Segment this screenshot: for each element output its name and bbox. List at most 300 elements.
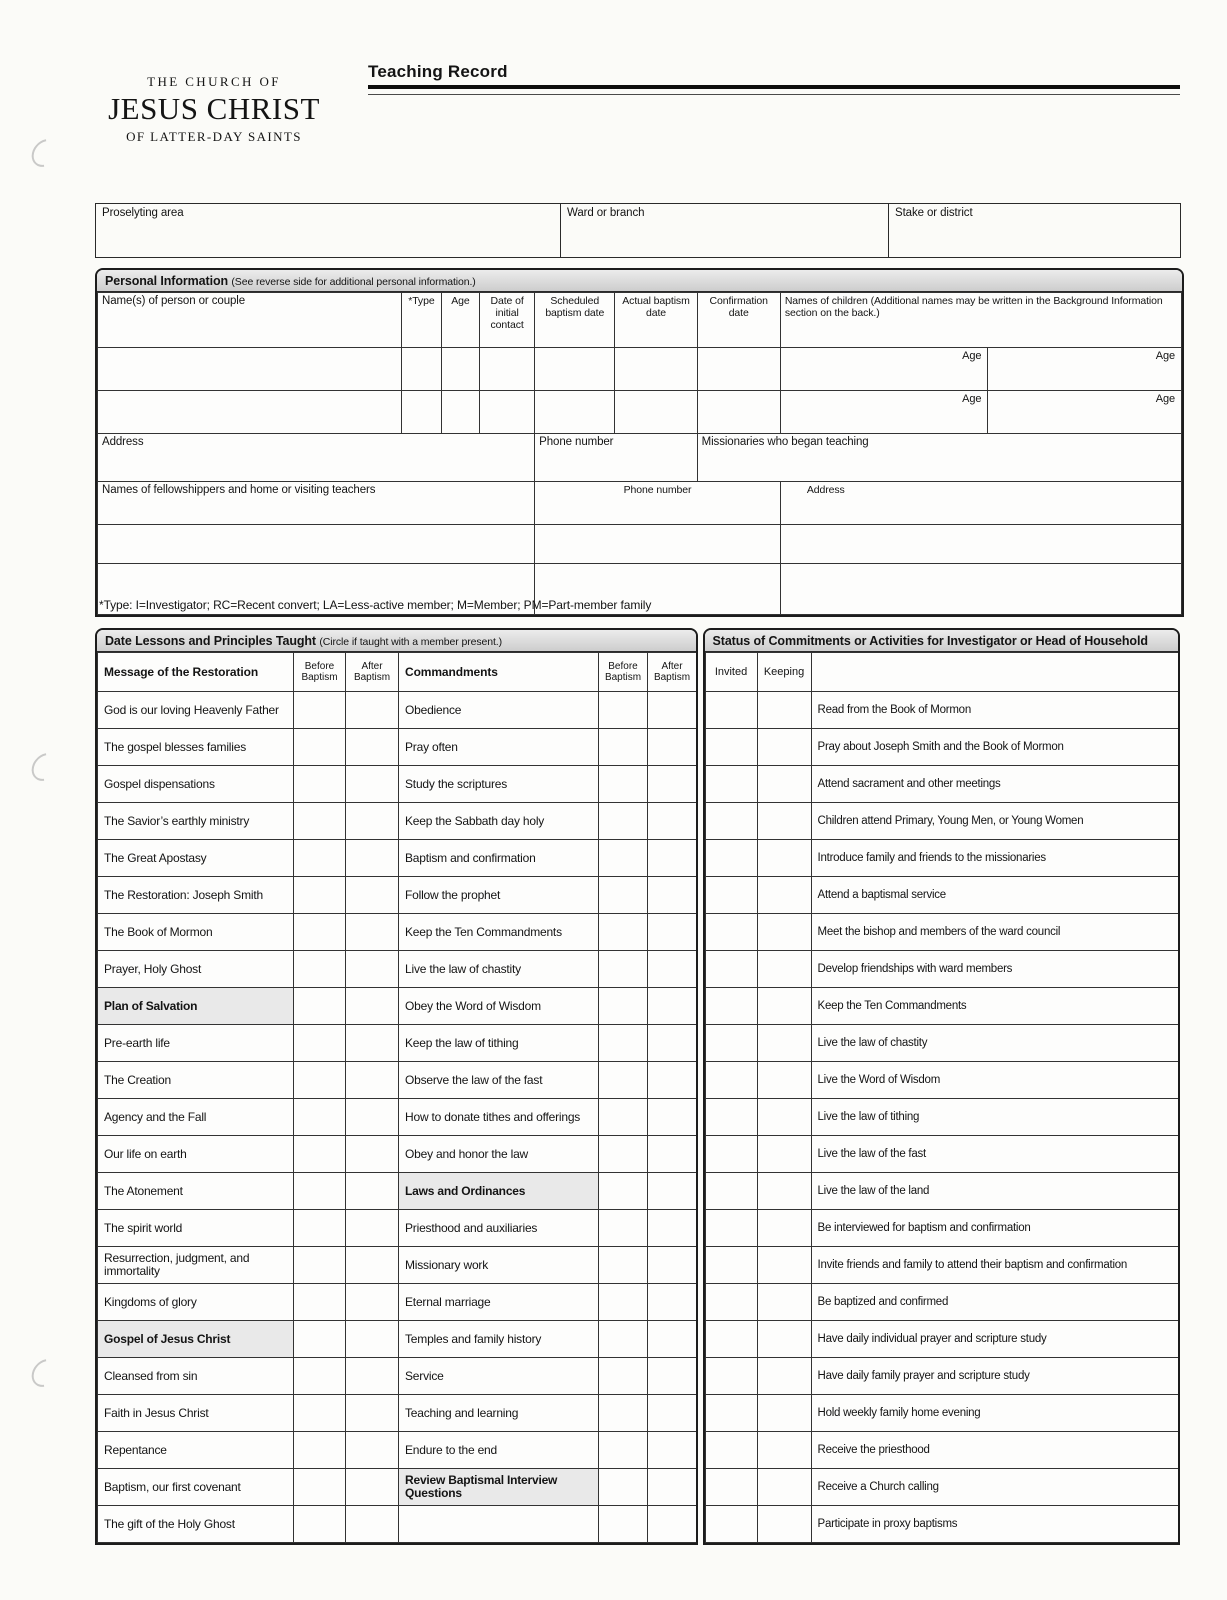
fellowshipper-phone-label: Phone number	[623, 484, 692, 496]
invited-cell[interactable]	[705, 729, 757, 766]
person-row	[98, 348, 1182, 391]
lesson-row	[98, 1395, 697, 1432]
invited-cell[interactable]	[705, 1358, 757, 1395]
message-cell: Baptism, our first covenant	[98, 1469, 294, 1506]
proselyting-area-label: Proselyting area	[102, 207, 184, 219]
commandment-before-baptism-cell[interactable]	[599, 1321, 648, 1358]
scheduled-baptism-cell[interactable]	[535, 391, 615, 434]
commandment-before-baptism-cell[interactable]	[599, 766, 648, 803]
fellowshipper-address-label: Address	[806, 484, 845, 496]
commandment-before-baptism-cell[interactable]	[599, 840, 648, 877]
message-after-baptism-cell[interactable]	[346, 1284, 399, 1321]
message-after-baptism-cell[interactable]	[346, 1025, 399, 1062]
commandment-cell: Follow the prophet	[399, 877, 599, 914]
commandment-cell: Teaching and learning	[399, 1395, 599, 1432]
keeping-cell[interactable]	[757, 1136, 811, 1173]
message-after-baptism-cell[interactable]	[346, 692, 399, 729]
title-thin-rule	[368, 94, 1180, 95]
message-cell: The Great Apostasy	[98, 840, 294, 877]
invited-cell[interactable]	[705, 988, 757, 1025]
keeping-cell[interactable]	[757, 1506, 811, 1543]
personal-header-row	[98, 293, 1182, 348]
message-before-baptism-cell[interactable]	[294, 988, 346, 1025]
commandment-after-baptism-cell[interactable]	[648, 1136, 697, 1173]
message-after-baptism-cell[interactable]	[346, 877, 399, 914]
lesson-row	[98, 1247, 697, 1284]
keeping-cell[interactable]	[757, 1247, 811, 1284]
commandment-cell: Obey and honor the law	[399, 1136, 599, 1173]
status-cell: Live the law of chastity	[811, 1025, 1178, 1062]
commandment-cell: Pray often	[399, 729, 599, 766]
lessons-left-body	[98, 692, 697, 1543]
keeping-cell[interactable]	[757, 692, 811, 729]
commandment-before-baptism-cell[interactable]	[599, 1247, 648, 1284]
status-cell: Keep the Ten Commandments	[811, 988, 1178, 1025]
keeping-cell[interactable]	[757, 1210, 811, 1247]
status-cell: Attend sacrament and other meetings	[811, 766, 1178, 803]
stake-or-district-field[interactable]	[889, 204, 1181, 258]
message-before-baptism-cell[interactable]	[294, 1395, 346, 1432]
fellowshippers-cell[interactable]	[98, 525, 535, 564]
commandment-cell	[399, 1506, 599, 1543]
invited-cell[interactable]	[705, 1173, 757, 1210]
commandment-before-baptism-cell[interactable]	[599, 692, 648, 729]
commandment-after-baptism-cell[interactable]	[648, 1025, 697, 1062]
lessons-and-status	[95, 628, 1180, 1545]
status-cell: Meet the bishop and members of the ward council	[811, 914, 1178, 951]
before-label: Before	[608, 661, 638, 672]
after-label: After	[661, 661, 683, 672]
commandment-before-baptism-cell[interactable]	[599, 951, 648, 988]
message-before-baptism-cell[interactable]	[294, 1062, 346, 1099]
message-after-baptism-cell[interactable]	[346, 1395, 399, 1432]
status-row	[705, 1284, 1178, 1321]
personal-information-note: (See reverse side for additional personal information.)	[231, 276, 476, 288]
message-cell: Gospel of Jesus Christ	[98, 1321, 294, 1358]
actual-baptism-cell[interactable]	[615, 391, 697, 434]
status-row	[705, 1136, 1178, 1173]
title-rule	[368, 62, 1180, 89]
invited-cell[interactable]	[705, 951, 757, 988]
status-cell: Have daily family prayer and scripture study	[811, 1358, 1178, 1395]
message-before-baptism-cell[interactable]	[294, 1173, 346, 1210]
child-name-cell[interactable]	[780, 348, 988, 391]
commandment-before-baptism-cell[interactable]	[599, 1284, 648, 1321]
status-column-header-row	[705, 653, 1178, 692]
confirmation-cell[interactable]	[697, 348, 780, 391]
invited-cell[interactable]	[705, 1099, 757, 1136]
commandment-cell: Temples and family history	[399, 1321, 599, 1358]
phone-number-field[interactable]	[535, 434, 697, 482]
message-before-baptism-cell[interactable]	[294, 840, 346, 877]
commandment-after-baptism-cell[interactable]	[648, 951, 697, 988]
lessons-panel-note: (Circle if taught with a member present.)	[319, 636, 503, 648]
commandment-after-baptism-cell[interactable]	[648, 1321, 697, 1358]
commandment-after-baptism-cell[interactable]	[648, 729, 697, 766]
invited-cell[interactable]	[705, 1136, 757, 1173]
message-before-baptism-cell[interactable]	[294, 729, 346, 766]
confirmation-column-header: Confirmation date	[697, 293, 780, 348]
lessons-right-body	[705, 692, 1178, 1543]
fellowshipper-phone-field[interactable]	[535, 482, 781, 525]
commandment-cell: Priesthood and auxiliaries	[399, 1210, 599, 1247]
children-note: (Additional names may be written in the Background Information section on the back.)	[784, 295, 1163, 319]
message-after-baptism-cell[interactable]	[346, 1136, 399, 1173]
status-row	[705, 1062, 1178, 1099]
commandment-after-baptism-cell[interactable]	[648, 840, 697, 877]
commandment-cell: How to donate tithes and offerings	[399, 1099, 599, 1136]
message-before-baptism-cell[interactable]	[294, 877, 346, 914]
page-title: Teaching Record	[368, 62, 508, 81]
commandment-before-baptism-cell[interactable]	[599, 1506, 648, 1543]
keeping-cell[interactable]	[757, 803, 811, 840]
age-column-header: Age	[441, 293, 479, 348]
status-row	[705, 1247, 1178, 1284]
age-label: Age	[1155, 393, 1175, 405]
keeping-cell[interactable]	[757, 1284, 811, 1321]
commandment-before-baptism-cell[interactable]	[599, 729, 648, 766]
actual-baptism-cell[interactable]	[615, 348, 697, 391]
message-after-baptism-cell[interactable]	[346, 1506, 399, 1543]
message-after-baptism-cell[interactable]	[346, 803, 399, 840]
status-row	[705, 766, 1178, 803]
message-cell: Agency and the Fall	[98, 1099, 294, 1136]
commandment-cell: Endure to the end	[399, 1432, 599, 1469]
keeping-cell[interactable]	[757, 766, 811, 803]
status-row	[705, 1210, 1178, 1247]
message-cell: The Creation	[98, 1062, 294, 1099]
commandment-before-baptism-cell[interactable]	[599, 1469, 648, 1506]
lesson-row	[98, 840, 697, 877]
lesson-row	[98, 1062, 697, 1099]
scheduled-baptism-cell[interactable]	[535, 348, 615, 391]
address-field[interactable]	[98, 434, 535, 482]
message-before-baptism-cell[interactable]	[294, 1247, 346, 1284]
church-logo-line1: THE CHURCH OF	[147, 74, 281, 89]
message-before-baptism-cell[interactable]	[294, 1358, 346, 1395]
initial-contact-cell[interactable]	[480, 391, 535, 434]
message-before-baptism-cell[interactable]	[294, 1506, 346, 1543]
top-fields-table	[95, 203, 1181, 258]
lessons-panel-title: Date Lessons and Principles Taught	[105, 634, 316, 648]
commandment-before-baptism-cell[interactable]	[599, 988, 648, 1025]
message-before-baptism-cell[interactable]	[294, 1099, 346, 1136]
scan-artifact	[26, 1354, 64, 1392]
invited-cell[interactable]	[705, 877, 757, 914]
fellowshipper-phone-cell[interactable]	[535, 525, 781, 564]
message-after-baptism-cell[interactable]	[346, 951, 399, 988]
message-column-header: Message of the Restoration	[98, 653, 294, 692]
status-row	[705, 988, 1178, 1025]
child-name-cell[interactable]	[780, 391, 988, 434]
keeping-cell[interactable]	[757, 988, 811, 1025]
commandment-after-baptism-cell[interactable]	[648, 1099, 697, 1136]
message-cell: The spirit world	[98, 1210, 294, 1247]
commandment-after-baptism-cell[interactable]	[648, 988, 697, 1025]
commandment-before-baptism-cell[interactable]	[599, 1062, 648, 1099]
message-cell: The Restoration: Joseph Smith	[98, 877, 294, 914]
keeping-cell[interactable]	[757, 729, 811, 766]
status-cell: Live the law of tithing	[811, 1099, 1178, 1136]
invited-cell[interactable]	[705, 1506, 757, 1543]
age-label: Age	[962, 393, 982, 405]
message-cell: The Atonement	[98, 1173, 294, 1210]
keeping-cell[interactable]	[757, 914, 811, 951]
lesson-row	[98, 951, 697, 988]
commandment-before-baptism-cell[interactable]	[599, 877, 648, 914]
keeping-cell[interactable]	[757, 1173, 811, 1210]
commandment-before-baptism-cell[interactable]	[599, 1432, 648, 1469]
status-panel-header	[705, 630, 1178, 652]
before-baptism-column-header	[294, 653, 346, 692]
message-after-baptism-cell[interactable]	[346, 1099, 399, 1136]
message-after-baptism-cell[interactable]	[346, 1321, 399, 1358]
invited-cell[interactable]	[705, 766, 757, 803]
commandment-before-baptism-cell[interactable]	[599, 1358, 648, 1395]
invited-cell[interactable]	[705, 1062, 757, 1099]
keeping-cell[interactable]	[757, 1395, 811, 1432]
message-after-baptism-cell[interactable]	[346, 1358, 399, 1395]
confirmation-cell[interactable]	[697, 391, 780, 434]
after-baptism-column-header	[346, 653, 399, 692]
child-name-cell[interactable]	[988, 391, 1182, 434]
status-row	[705, 1506, 1178, 1543]
commandment-after-baptism-cell[interactable]	[648, 1395, 697, 1432]
type-cell[interactable]	[401, 391, 441, 434]
status-column-header-blank	[811, 653, 1178, 692]
fellowshipper-address-field[interactable]	[780, 482, 1181, 525]
commandment-after-baptism-cell[interactable]	[648, 692, 697, 729]
personal-information-title: Personal Information	[105, 274, 229, 288]
lesson-row	[98, 1469, 697, 1506]
commandment-before-baptism-cell[interactable]	[599, 1136, 648, 1173]
status-row	[705, 840, 1178, 877]
lessons-panel	[95, 628, 698, 1545]
missionaries-field[interactable]	[697, 434, 1181, 482]
invited-cell[interactable]	[705, 1284, 757, 1321]
message-before-baptism-cell[interactable]	[294, 1136, 346, 1173]
message-after-baptism-cell[interactable]	[346, 1210, 399, 1247]
invited-cell[interactable]	[705, 840, 757, 877]
type-footnote: *Type: I=Investigator; RC=Recent convert; LA=Less-active member; M=Member; PM=Part-member family	[99, 598, 652, 612]
child-name-cell[interactable]	[988, 348, 1182, 391]
message-cell: The Book of Mormon	[98, 914, 294, 951]
keeping-cell[interactable]	[757, 840, 811, 877]
status-row	[705, 1173, 1178, 1210]
message-cell: Our life on earth	[98, 1136, 294, 1173]
message-cell: Plan of Salvation	[98, 988, 294, 1025]
invited-cell[interactable]	[705, 692, 757, 729]
commandment-after-baptism-cell[interactable]	[648, 1173, 697, 1210]
status-row	[705, 1432, 1178, 1469]
baptism-label: Baptism	[301, 672, 338, 683]
message-cell: Resurrection, judgment, and immortality	[98, 1247, 294, 1284]
keeping-cell[interactable]	[757, 951, 811, 988]
initial-contact-column-header: Date of initial contact	[480, 293, 535, 348]
lesson-row	[98, 1136, 697, 1173]
fellowshippers-field[interactable]	[98, 482, 535, 525]
keeping-cell[interactable]	[757, 1358, 811, 1395]
church-logo	[95, 74, 333, 145]
status-row	[705, 951, 1178, 988]
message-after-baptism-cell[interactable]	[346, 988, 399, 1025]
age-cell[interactable]	[441, 391, 479, 434]
lesson-row	[98, 1210, 697, 1247]
personal-information-header	[97, 270, 1182, 292]
commandment-after-baptism-cell[interactable]	[648, 1506, 697, 1543]
invited-cell[interactable]	[705, 1432, 757, 1469]
baptism-label: Baptism	[353, 672, 391, 683]
invited-cell[interactable]	[705, 1321, 757, 1358]
lesson-row	[98, 766, 697, 803]
after-label: After	[361, 661, 383, 672]
status-cell: Have daily individual prayer and scripture study	[811, 1321, 1178, 1358]
message-before-baptism-cell[interactable]	[294, 914, 346, 951]
actual-baptism-column-header: Actual baptism date	[615, 293, 697, 348]
status-row	[705, 692, 1178, 729]
commandment-cell: Baptism and confirmation	[399, 840, 599, 877]
commandment-after-baptism-cell[interactable]	[648, 1247, 697, 1284]
lesson-row	[98, 1025, 697, 1062]
ward-or-branch-field[interactable]	[561, 204, 889, 258]
keeping-cell[interactable]	[757, 1469, 811, 1506]
message-cell: The gift of the Holy Ghost	[98, 1506, 294, 1543]
message-after-baptism-cell[interactable]	[346, 1469, 399, 1506]
name-cell[interactable]	[98, 391, 402, 434]
invited-cell[interactable]	[705, 914, 757, 951]
lesson-row	[98, 1432, 697, 1469]
message-before-baptism-cell[interactable]	[294, 1469, 346, 1506]
keeping-cell[interactable]	[757, 1321, 811, 1358]
message-after-baptism-cell[interactable]	[346, 914, 399, 951]
message-after-baptism-cell[interactable]	[346, 1173, 399, 1210]
fellowshippers-header-row	[98, 482, 1182, 525]
message-cell: Faith in Jesus Christ	[98, 1395, 294, 1432]
name-cell[interactable]	[98, 348, 402, 391]
scan-artifact	[26, 134, 64, 172]
keeping-cell[interactable]	[757, 1062, 811, 1099]
message-before-baptism-cell[interactable]	[294, 951, 346, 988]
fellowshipper-address-cell[interactable]	[780, 564, 1181, 615]
commandment-after-baptism-cell[interactable]	[648, 1432, 697, 1469]
commandment-cell: Obedience	[399, 692, 599, 729]
commandment-before-baptism-cell[interactable]	[599, 1395, 648, 1432]
keeping-cell[interactable]	[757, 1025, 811, 1062]
lesson-row	[98, 1506, 697, 1543]
before-label: Before	[304, 661, 335, 672]
lesson-row	[98, 692, 697, 729]
invited-cell[interactable]	[705, 1469, 757, 1506]
invited-cell[interactable]	[705, 1210, 757, 1247]
commandment-before-baptism-cell[interactable]	[599, 1099, 648, 1136]
before-baptism-column-header	[599, 653, 648, 692]
invited-cell[interactable]	[705, 1395, 757, 1432]
status-cell: Attend a baptismal service	[811, 877, 1178, 914]
keeping-cell[interactable]	[757, 877, 811, 914]
status-row	[705, 1358, 1178, 1395]
proselyting-area-field[interactable]	[96, 204, 561, 258]
commandment-after-baptism-cell[interactable]	[648, 803, 697, 840]
status-panel	[703, 628, 1180, 1545]
phone-number-label: Phone number	[539, 436, 614, 448]
status-cell: Hold weekly family home evening	[811, 1395, 1178, 1432]
commandment-after-baptism-cell[interactable]	[648, 877, 697, 914]
lesson-row	[98, 803, 697, 840]
message-before-baptism-cell[interactable]	[294, 1210, 346, 1247]
lessons-column-header-row	[98, 653, 697, 692]
initial-contact-cell[interactable]	[480, 348, 535, 391]
type-column-header: *Type	[401, 293, 441, 348]
lessons-table	[97, 652, 697, 1543]
status-cell: Participate in proxy baptisms	[811, 1506, 1178, 1543]
status-row	[705, 914, 1178, 951]
personal-information-section	[95, 268, 1184, 617]
commandment-cell: Observe the law of the fast	[399, 1062, 599, 1099]
commandment-after-baptism-cell[interactable]	[648, 1358, 697, 1395]
ward-or-branch-label: Ward or branch	[567, 207, 645, 219]
status-row	[705, 1321, 1178, 1358]
invited-cell[interactable]	[705, 803, 757, 840]
commandment-after-baptism-cell[interactable]	[648, 914, 697, 951]
status-row	[705, 729, 1178, 766]
invited-cell[interactable]	[705, 1025, 757, 1062]
keeping-cell[interactable]	[757, 1099, 811, 1136]
status-cell: Live the law of the fast	[811, 1136, 1178, 1173]
message-before-baptism-cell[interactable]	[294, 1321, 346, 1358]
message-after-baptism-cell[interactable]	[346, 1432, 399, 1469]
message-before-baptism-cell[interactable]	[294, 766, 346, 803]
status-cell: Be baptized and confirmed	[811, 1284, 1178, 1321]
message-before-baptism-cell[interactable]	[294, 1025, 346, 1062]
message-before-baptism-cell[interactable]	[294, 803, 346, 840]
message-after-baptism-cell[interactable]	[346, 729, 399, 766]
commandment-before-baptism-cell[interactable]	[599, 1210, 648, 1247]
status-row	[705, 803, 1178, 840]
commandment-after-baptism-cell[interactable]	[648, 766, 697, 803]
commandment-before-baptism-cell[interactable]	[599, 1173, 648, 1210]
commandment-cell: Service	[399, 1358, 599, 1395]
invited-cell[interactable]	[705, 1247, 757, 1284]
commandment-after-baptism-cell[interactable]	[648, 1210, 697, 1247]
commandment-after-baptism-cell[interactable]	[648, 1062, 697, 1099]
message-before-baptism-cell[interactable]	[294, 692, 346, 729]
name-column-header: Name(s) of person or couple	[98, 293, 402, 348]
lesson-row	[98, 914, 697, 951]
message-after-baptism-cell[interactable]	[346, 840, 399, 877]
type-cell[interactable]	[401, 348, 441, 391]
message-after-baptism-cell[interactable]	[346, 1062, 399, 1099]
commandment-before-baptism-cell[interactable]	[599, 1025, 648, 1062]
fellowshippers-label: Names of fellowshippers and home or visiting teachers	[102, 484, 376, 496]
age-cell[interactable]	[441, 348, 479, 391]
keeping-cell[interactable]	[757, 1432, 811, 1469]
message-after-baptism-cell[interactable]	[346, 1247, 399, 1284]
fellowshipper-address-cell[interactable]	[780, 525, 1181, 564]
commandment-after-baptism-cell[interactable]	[648, 1469, 697, 1506]
commandment-before-baptism-cell[interactable]	[599, 914, 648, 951]
message-before-baptism-cell[interactable]	[294, 1284, 346, 1321]
commandment-after-baptism-cell[interactable]	[648, 1284, 697, 1321]
commandment-cell: Missionary work	[399, 1247, 599, 1284]
age-label: Age	[1155, 350, 1175, 362]
commandment-before-baptism-cell[interactable]	[599, 803, 648, 840]
message-before-baptism-cell[interactable]	[294, 1432, 346, 1469]
after-baptism-column-header	[648, 653, 697, 692]
message-after-baptism-cell[interactable]	[346, 766, 399, 803]
lesson-row	[98, 1321, 697, 1358]
status-cell: Be interviewed for baptism and confirmation	[811, 1210, 1178, 1247]
message-cell: Pre-earth life	[98, 1025, 294, 1062]
